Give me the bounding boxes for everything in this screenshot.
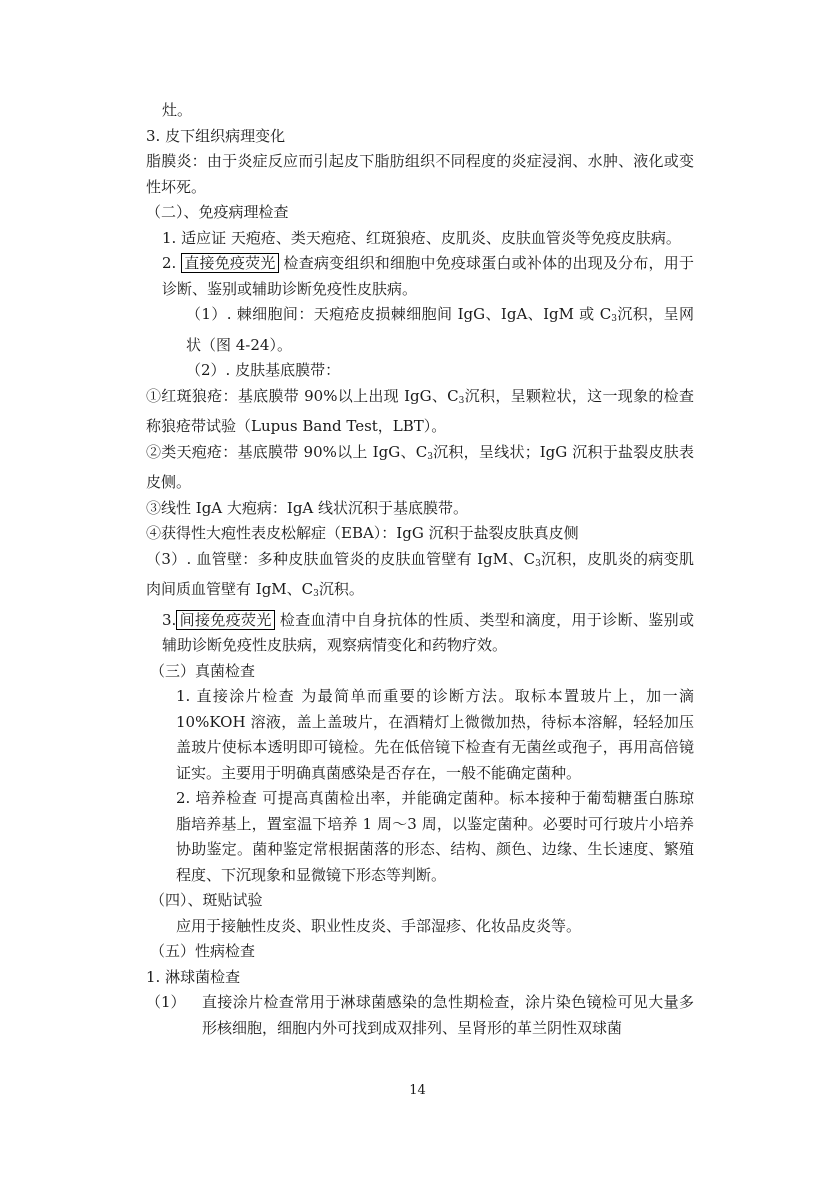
paragraph-text: ②类天疱疮：基底膜带 90%以上 IgG、C <box>146 442 428 461</box>
list-item-number: （1） <box>146 993 186 1011</box>
paragraph-pemphigoid <box>146 440 694 496</box>
paragraph-vessel-wall <box>146 547 694 608</box>
boxed-term-indirect-if: 间接免疫荧光 <box>176 610 274 630</box>
subscript: 3 <box>313 589 319 599</box>
heading-gonococcus: 1. 淋球菌检查 <box>146 967 241 986</box>
paragraph-culture: 2. 培养检查 可提高真菌检出率，并能确定菌种。标本接种于葡萄糖蛋白胨琼脂培养基上，置室温下培养 1 周～3 周，以鉴定菌种。必要时可行玻片小培养协助鉴定。菌种鉴定常根据菌落的形态、结构、颜色、边缘、生长速度、繁殖程度、下沉现象和显微镜下形态等判断。 <box>176 789 694 884</box>
document-body <box>146 98 694 1041</box>
list-item-text: 直接涂片检查常用于淋球菌感染的急性期检查，涂片染色镜检可见大量多形核细胞，细胞内外可找到成双排列、呈肾形的革兰阴性双球菌 <box>202 993 694 1037</box>
paragraph-text: （3）. 血管壁：多种皮肤血管炎的皮肤血管壁有 IgM、C <box>146 549 536 568</box>
paragraph-text: （1）. 棘细胞间：天疱疮皮损棘细胞间 IgG、IgA、IgM 或 C <box>186 305 612 323</box>
heading-fungal-exam: （三）真菌检查 <box>150 661 256 680</box>
paragraph-eba: ④获得性大疱性表皮松解症（EBA）：IgG 沉积于盐裂皮肤真皮侧 <box>146 524 579 542</box>
paragraph-intercellular <box>146 302 694 358</box>
paragraph-text: 沉积。 <box>318 580 364 598</box>
heading-subcutaneous-pathology: 3. 皮下组织病理变化 <box>146 126 286 145</box>
paragraph-text: 沉积，皮肌炎的病变肌肉间质血管壁有 IgM、C <box>146 549 694 598</box>
paragraph-text: 沉积，呈颗粒状，这一现象的检查称狼疮带试验（Lupus Band Test，LBT）。 <box>146 386 694 435</box>
heading-bmz: （2）. 皮肤基底膜带： <box>186 361 341 379</box>
paragraph-indications: 1. 适应证 天疱疮、类天疱疮、红斑狼疮、皮肌炎、皮肤血管炎等免疫皮肤病。 <box>162 228 681 247</box>
heading-std-exam: （五）性病检查 <box>150 942 256 960</box>
subscript: 3 <box>458 395 465 406</box>
paragraph-text: 沉积，呈线状；IgG 沉积于盐裂皮肤表皮侧。 <box>146 442 695 491</box>
subscript: 3 <box>427 451 433 462</box>
paragraph-text: 沉积，呈网状（图 4-24）。 <box>186 305 694 354</box>
paragraph-text: 检查病变组织和细胞中免疫球蛋白或补体的出现及分布，用于诊断、鉴别或辅助诊断免疫性皮肤病。 <box>162 254 694 298</box>
paragraph-panniculitis: 脂膜炎：由于炎症反应而引起皮下脂肪组织不同程度的炎症浸润、水肿、液化或变性坏死。 <box>146 152 694 196</box>
paragraph-linear-iga: ③线性 IgA 大疱病：IgA 线状沉积于基底膜带。 <box>146 498 469 517</box>
item-number: 3. <box>162 610 177 629</box>
heading-patch-test: （四）、斑贴试验 <box>150 891 263 909</box>
paragraph-continuation: 灶。 <box>162 101 193 119</box>
paragraph-indirect-if <box>146 608 694 659</box>
paragraph-text: ①红斑狼疮：基底膜带 90%以上出现 IgG、C <box>146 386 459 405</box>
paragraph-direct-if <box>146 251 694 302</box>
list-item <box>146 990 694 1041</box>
page-number: 14 <box>409 1083 426 1098</box>
item-number: 2. <box>162 254 182 272</box>
paragraph-text: 检查血清中自身抗体的性质、类型和滴度，用于诊断、鉴别或辅助诊断免疫性皮肤病，观察病情变化和药物疗效。 <box>162 610 694 654</box>
subscript: 3 <box>535 558 541 569</box>
subscript: 3 <box>611 314 617 324</box>
paragraph-direct-smear: 1. 直接涂片检查 为最简单而重要的诊断方法。取标本置玻片上，加一滴 10%KOH 溶液，盖上盖玻片，在酒精灯上微微加热，待标本溶解，轻轻加压盖玻片使标本透明即可镜检。先在低倍镜下检查有无菌丝或孢子，再用高倍镜证实。主要用于明确真菌感染是否存在，一般不能确定菌种。 <box>176 687 694 782</box>
boxed-term-direct-if: 直接免疫荧光 <box>181 253 278 273</box>
heading-immunopathology: （二）、免疫病理检查 <box>146 203 289 221</box>
paragraph-lupus <box>146 384 694 440</box>
paragraph-patch-test: 应用于接触性皮炎、职业性皮炎、手部湿疹、化妆品皮炎等。 <box>176 916 582 935</box>
